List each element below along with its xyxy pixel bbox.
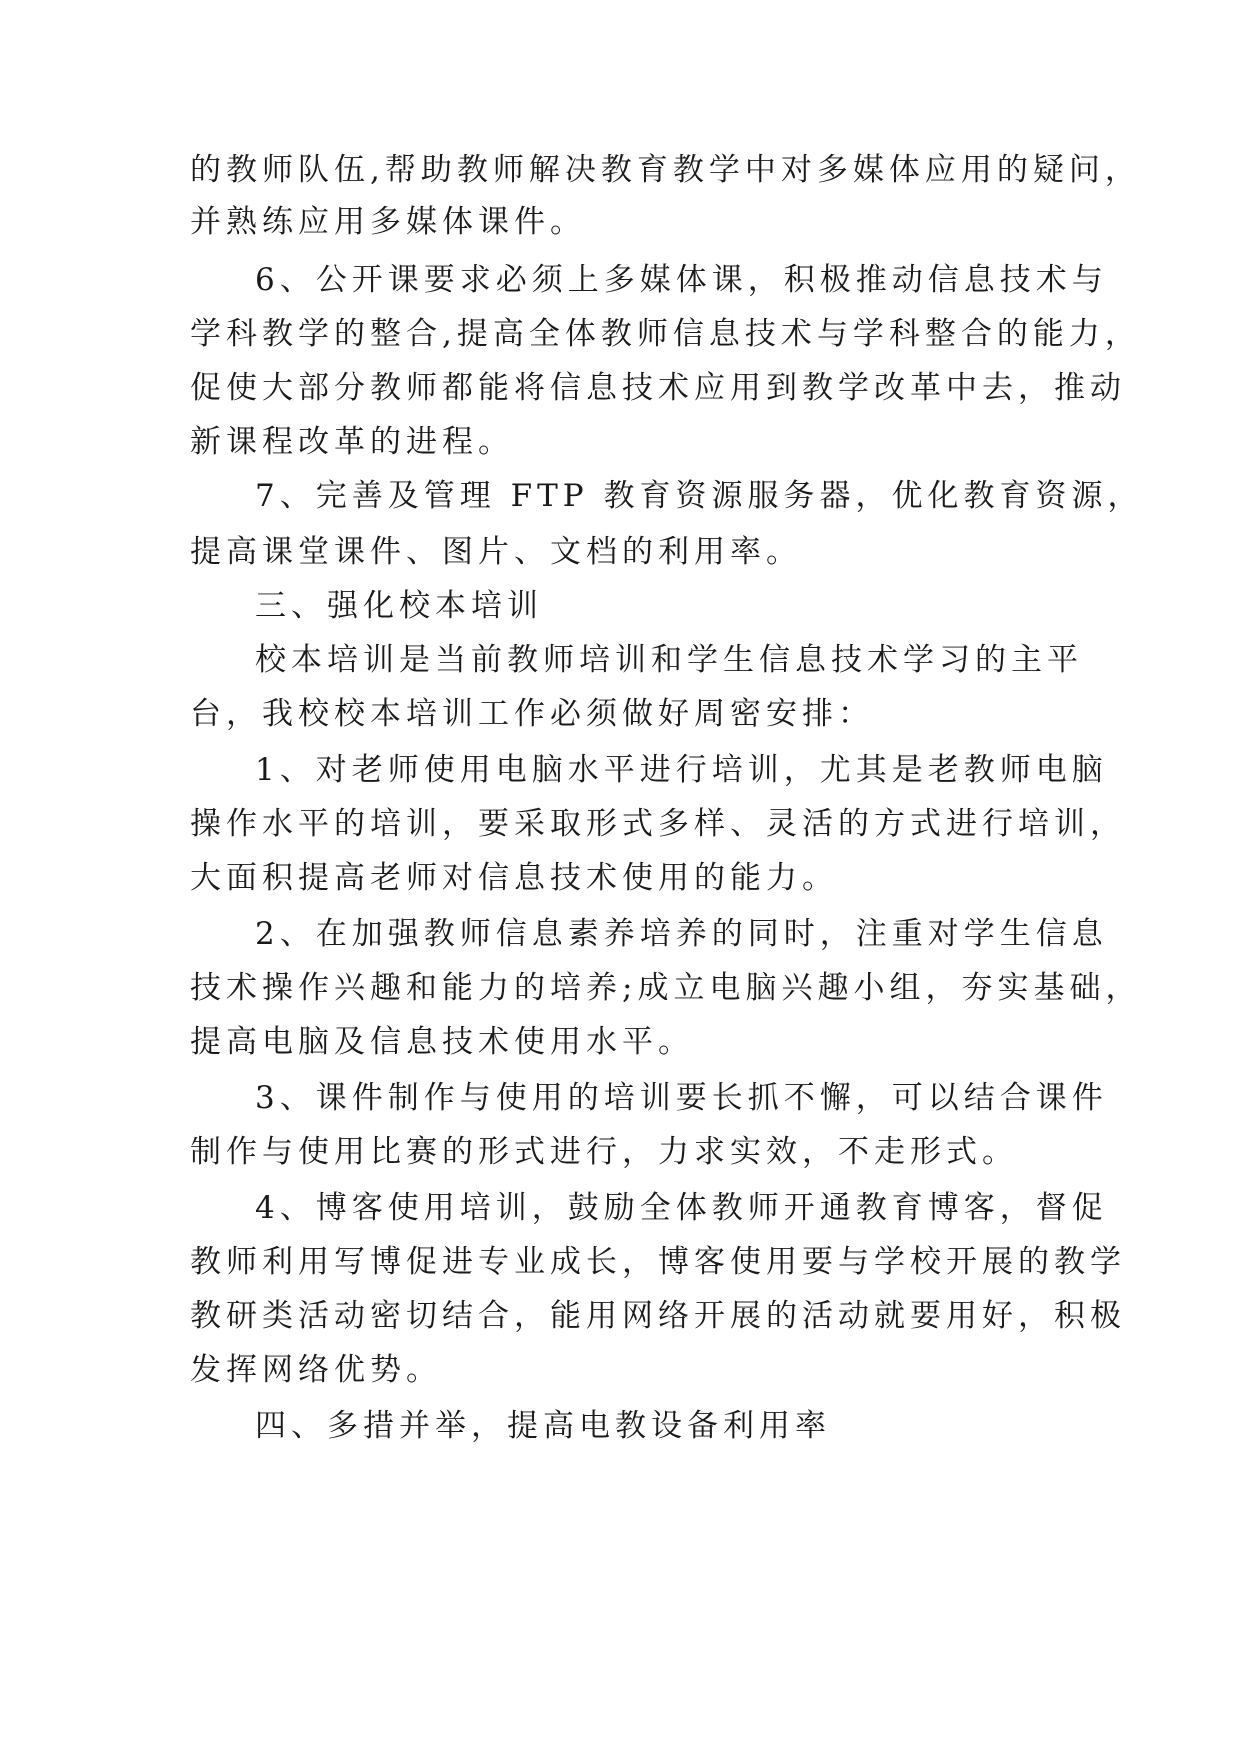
text-line: 促使大部分教师都能将信息技术应用到教学改革中去，推动 xyxy=(190,370,1126,406)
item-4-line: 4、博客使用培训，鼓励全体教师开通教育博客，督促 xyxy=(255,1190,1108,1226)
text-line: 教研类活动密切结合，能用网络开展的活动就要用好，积极 xyxy=(190,1298,1126,1334)
text-line: 学科教学的整合,提高全体教师信息技术与学科整合的能力， xyxy=(190,316,1141,352)
text-line: 提高课堂课件、图片、文档的利用率。 xyxy=(190,534,802,570)
text-line: 教师利用写博促进专业成长，博客使用要与学校开展的教学 xyxy=(190,1244,1126,1280)
text-line: 台，我校校本培训工作必须做好周密安排： xyxy=(190,696,874,732)
paragraph-6-line: 6、公开课要求必须上多媒体课，积极推动信息技术与 xyxy=(255,262,1108,298)
section-heading: 四、多措并举，提高电教设备利用率 xyxy=(255,1408,831,1444)
text-line: 提高电脑及信息技术使用水平。 xyxy=(190,1024,694,1060)
section-heading: 三、强化校本培训 xyxy=(255,588,543,624)
text-line: 的教师队伍,帮助教师解决教育教学中对多媒体应用的疑问， xyxy=(190,152,1141,188)
text-line: 大面积提高老师对信息技术使用的能力。 xyxy=(190,860,838,896)
text-line: 技术操作兴趣和能力的培养;成立电脑兴趣小组，夯实基础， xyxy=(190,970,1142,1006)
item-3-line: 3、课件制作与使用的培训要长抓不懈，可以结合课件 xyxy=(255,1080,1108,1116)
text-line: 制作与使用比赛的形式进行，力求实效，不走形式。 xyxy=(190,1134,1018,1170)
item-1-line: 1、对老师使用电脑水平进行培训，尤其是老教师电脑 xyxy=(255,752,1108,788)
text-line: 操作水平的培训，要采取形式多样、灵活的方式进行培训， xyxy=(190,806,1126,842)
text-line: 并熟练应用多媒体课件。 xyxy=(190,204,586,240)
paragraph-7-line: 7、完善及管理 FTP 教育资源服务器，优化教育资源， xyxy=(255,478,1144,514)
text-line: 新课程改革的进程。 xyxy=(190,424,514,460)
section-intro-line: 校本培训是当前教师培训和学生信息技术学习的主平 xyxy=(255,642,1083,678)
item-2-line: 2、在加强教师信息素养培养的同时，注重对学生信息 xyxy=(255,916,1108,952)
text-line: 发挥网络优势。 xyxy=(190,1352,442,1388)
